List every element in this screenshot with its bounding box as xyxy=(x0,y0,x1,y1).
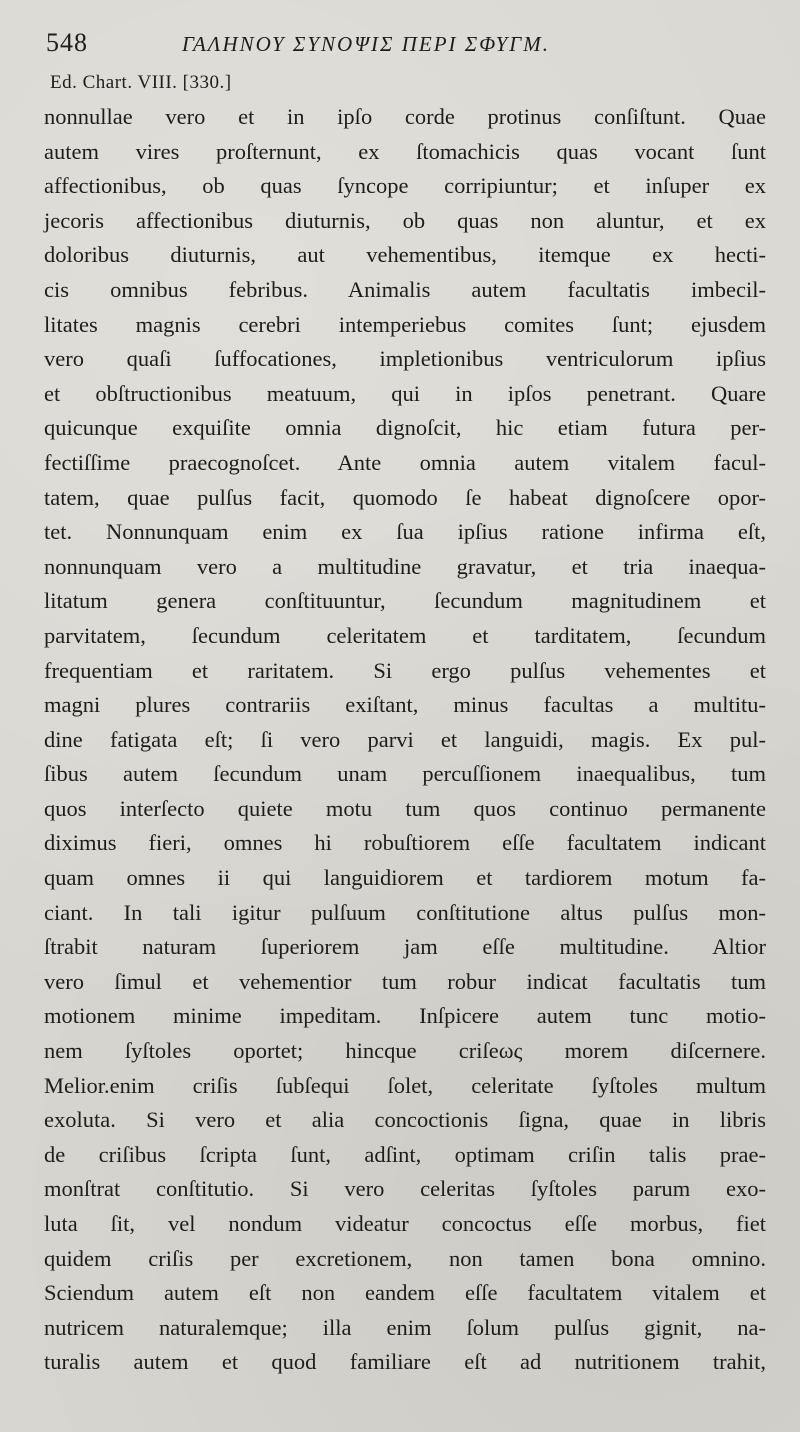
text-line: litatum genera conſtituuntur, ſecundum magnitudinem et xyxy=(44,588,766,614)
text-line: frequentiam et raritatem. Si ergo pulſus vehementes et xyxy=(44,657,766,683)
text-line: nem ſyſtoles oportet; hincque criſeως morem diſcernere. xyxy=(44,1038,766,1064)
text-line: doloribus diuturnis, aut vehementibus, itemque ex hecti- xyxy=(44,242,766,268)
edition-reference: Ed. Chart. VIII. [330.] xyxy=(50,72,232,93)
text-line: de criſibus ſcripta ſunt, adſint, optimam criſin talis prae- xyxy=(44,1141,766,1167)
text-line: tatem, quae pulſus facit, quomodo ſe habeat dignoſcere opor- xyxy=(44,484,766,510)
text-line: affectionibus, ob quas ſyncope corripiuntur; et inſuper ex xyxy=(44,173,766,199)
text-line: ciant. In tali igitur pulſuum conſtitutione altus pulſus mon- xyxy=(44,899,766,925)
text-line: exoluta. Si vero et alia concoctionis ſigna, quae in libris xyxy=(44,1107,766,1133)
text-line: Sciendum autem eſt non eandem eſſe facultatem vitalem et xyxy=(44,1280,766,1306)
page-number: 548 xyxy=(46,28,88,57)
text-line: dine fatigata eſt; ſi vero parvi et languidi, magis. Ex pul- xyxy=(44,726,766,752)
text-line: luta ſit, vel nondum videatur concoctus eſſe morbus, fiet xyxy=(44,1211,766,1236)
text-line: monſtrat conſtitutio. Si vero celeritas ſyſtoles parum exo- xyxy=(44,1176,766,1202)
text-line: nonnullae vero et in ipſo corde protinus conſiſtunt. Quae xyxy=(44,104,766,129)
text-line: et obſtructionibus meatuum, qui in ipſos penetrant. Quare xyxy=(44,380,766,406)
text-line: ſibus autem ſecundum unam percuſſionem inaequalibus, tum xyxy=(44,761,766,787)
text-line: litates magnis cerebri intemperiebus comites ſunt; ejusdem xyxy=(44,311,766,337)
text-line: diximus fieri, omnes hi robuſtiorem eſſe facultatem indicant xyxy=(44,830,766,856)
text-line: vero ſimul et vehementior tum robur indicat facultatis tum xyxy=(44,968,766,994)
text-line: cis omnibus febribus. Animalis autem facultatis imbecil- xyxy=(44,276,766,302)
text-line: jecoris affectionibus diuturnis, ob quas non aluntur, et ex xyxy=(44,207,766,233)
running-title: ΓΑΛΗΝΟΥ ΣΥΝΟΨΙΣ ΠΕΡΙ ΣΦΥΓΜ. xyxy=(182,32,550,56)
body-text xyxy=(44,100,766,1380)
text-line: quam omnes ii qui languidiorem et tardiorem motum fa- xyxy=(44,865,766,891)
text-line: quicunque exquiſite omnia dignoſcit, hic etiam futura per- xyxy=(44,415,766,441)
text-line: autem vires proſternunt, ex ſtomachicis quas vocant ſunt xyxy=(44,138,766,164)
text-line: Melior.enim criſis ſubſequi ſolet, celeritate ſyſtoles multum xyxy=(44,1072,766,1098)
text-line: quidem criſis per excretionem, non tamen bona omnino. xyxy=(44,1245,766,1271)
text-line: parvitatem, ſecundum celeritatem et tarditatem, ſecundum xyxy=(44,622,766,648)
page-header xyxy=(46,28,766,68)
text-line: vero quaſi ſuffocationes, impletionibus ventriculorum ipſius xyxy=(44,346,766,372)
text-line: nutricem naturalemque; illa enim ſolum pulſus gignit, na- xyxy=(44,1314,766,1340)
text-line: motionem minime impeditam. Inſpicere autem tunc motio- xyxy=(44,1003,766,1029)
text-line: turalis autem et quod familiare eſt ad nutritionem trahit, xyxy=(44,1349,766,1375)
text-line: magni plures contrariis exiſtant, minus facultas a multitu- xyxy=(44,692,766,718)
text-line: nonnunquam vero a multitudine gravatur, et tria inaequa- xyxy=(44,553,766,579)
text-line: tet. Nonnunquam enim ex ſua ipſius ratione infirma eſt, xyxy=(44,519,766,545)
text-line: quos interſecto quiete motu tum quos continuo permanente xyxy=(44,795,766,821)
text-line: fectiſſime praecognoſcet. Ante omnia autem vitalem facul- xyxy=(44,449,766,475)
text-line: ſtrabit naturam ſuperiorem jam eſſe multitudine. Altior xyxy=(44,934,766,960)
